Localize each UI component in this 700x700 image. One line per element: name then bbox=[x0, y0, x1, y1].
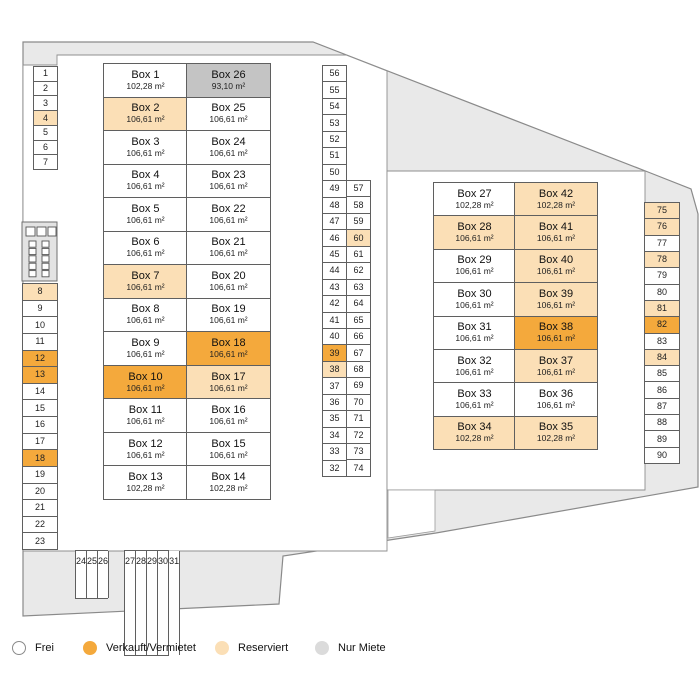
yard-notch bbox=[388, 490, 435, 538]
cell-88[interactable]: 88 bbox=[645, 415, 679, 431]
cell-85[interactable]: 85 bbox=[645, 366, 679, 382]
box-area: 102,28 m² bbox=[536, 199, 576, 210]
cell-30[interactable]: 30 bbox=[158, 551, 169, 655]
box-name: Box 6 bbox=[131, 236, 160, 249]
legend-item-verkauft bbox=[83, 640, 196, 656]
box-name: Box 42 bbox=[538, 187, 574, 200]
box-area: 102,28 m² bbox=[536, 433, 576, 444]
cell-19[interactable]: 19 bbox=[23, 467, 57, 484]
cell-89[interactable]: 89 bbox=[645, 431, 679, 447]
cell-34[interactable]: 34 bbox=[323, 428, 346, 444]
box-32[interactable] bbox=[434, 350, 515, 383]
cell-74[interactable]: 74 bbox=[347, 460, 370, 475]
box-name: Box 5 bbox=[131, 202, 160, 215]
box-area: 106,61 m² bbox=[536, 266, 576, 277]
cell-53[interactable]: 53 bbox=[323, 115, 346, 131]
box-name: Box 10 bbox=[128, 370, 163, 383]
box-name: Box 39 bbox=[538, 287, 574, 300]
box-area: 106,61 m² bbox=[455, 333, 494, 344]
cell-38[interactable]: 38 bbox=[323, 362, 346, 378]
cell-44[interactable]: 44 bbox=[323, 263, 346, 279]
cell-71[interactable]: 71 bbox=[347, 411, 370, 427]
legend-swatch-nur-miete-icon bbox=[315, 641, 329, 655]
box-name: Box 8 bbox=[131, 303, 160, 316]
box-name: Box 26 bbox=[211, 68, 246, 81]
cell-3[interactable]: 3 bbox=[34, 96, 57, 111]
box-area: 106,61 m² bbox=[209, 382, 248, 393]
box-area: 102,28 m² bbox=[455, 433, 494, 444]
box-name: Box 24 bbox=[211, 135, 246, 148]
box-17[interactable] bbox=[187, 366, 270, 400]
box-area: 102,28 m² bbox=[126, 80, 165, 91]
box-area: 106,61 m² bbox=[126, 315, 165, 326]
box-37[interactable] bbox=[515, 350, 597, 383]
box-name: Box 11 bbox=[128, 404, 163, 417]
box-15[interactable] bbox=[187, 433, 270, 467]
box-name: Box 35 bbox=[538, 421, 574, 434]
box-name: Box 37 bbox=[538, 354, 574, 367]
legend-label-nur-miete: Nur Miete bbox=[338, 642, 386, 654]
cell-33[interactable]: 33 bbox=[323, 444, 346, 460]
cell-67[interactable]: 67 bbox=[347, 345, 370, 361]
cell-47[interactable]: 47 bbox=[323, 214, 346, 230]
box-9[interactable] bbox=[104, 332, 187, 366]
box-area: 106,61 m² bbox=[209, 147, 248, 158]
cell-5[interactable]: 5 bbox=[34, 126, 57, 141]
cell-81[interactable]: 81 bbox=[645, 301, 679, 317]
box-25[interactable] bbox=[187, 98, 270, 132]
cell-76[interactable]: 76 bbox=[645, 219, 679, 235]
cell-65[interactable]: 65 bbox=[347, 313, 370, 329]
middle-strip-right bbox=[346, 180, 371, 477]
cell-50[interactable]: 50 bbox=[323, 165, 346, 181]
box-area: 106,61 m² bbox=[209, 181, 248, 192]
cell-45[interactable]: 45 bbox=[323, 247, 346, 263]
cell-22[interactable]: 22 bbox=[23, 517, 57, 534]
cell-31[interactable]: 31 bbox=[169, 551, 180, 655]
cell-60[interactable]: 60 bbox=[347, 230, 370, 246]
utility-room bbox=[22, 222, 57, 281]
right-grid-col-1 bbox=[433, 182, 516, 450]
cell-6[interactable]: 6 bbox=[34, 141, 57, 156]
box-name: Box 41 bbox=[538, 221, 574, 234]
cell-58[interactable]: 58 bbox=[347, 197, 370, 213]
box-name: Box 7 bbox=[131, 269, 160, 282]
cell-73[interactable]: 73 bbox=[347, 444, 370, 460]
box-area: 106,61 m² bbox=[536, 333, 576, 344]
cell-51[interactable]: 51 bbox=[323, 148, 346, 164]
cell-36[interactable]: 36 bbox=[323, 395, 346, 411]
box-area: 106,61 m² bbox=[126, 382, 165, 393]
box-area: 106,61 m² bbox=[455, 299, 494, 310]
box-name: Box 9 bbox=[131, 337, 160, 350]
box-35[interactable] bbox=[515, 417, 597, 449]
cell-15[interactable]: 15 bbox=[23, 400, 57, 417]
cell-11[interactable]: 11 bbox=[23, 334, 57, 351]
box-name: Box 34 bbox=[457, 421, 492, 434]
box-area: 102,28 m² bbox=[455, 199, 494, 210]
box-36[interactable] bbox=[515, 383, 597, 416]
legend-swatch-reserviert-icon bbox=[215, 641, 229, 655]
cell-24[interactable]: 24 bbox=[76, 551, 87, 598]
box-name: Box 28 bbox=[457, 221, 492, 234]
box-area: 106,61 m² bbox=[209, 449, 248, 460]
box-area: 93,10 m² bbox=[211, 80, 246, 91]
box-area: 106,61 m² bbox=[126, 281, 165, 292]
box-area: 102,28 m² bbox=[209, 483, 248, 494]
box-name: Box 23 bbox=[211, 169, 246, 182]
cell-62[interactable]: 62 bbox=[347, 263, 370, 279]
box-13[interactable] bbox=[104, 466, 187, 499]
cell-75[interactable]: 75 bbox=[645, 203, 679, 219]
box-name: Box 2 bbox=[131, 102, 160, 115]
legend-swatch-verkauft-icon bbox=[83, 641, 97, 655]
cell-46[interactable]: 46 bbox=[323, 230, 346, 246]
box-23[interactable] bbox=[187, 165, 270, 199]
box-42[interactable] bbox=[515, 183, 597, 216]
box-area: 106,61 m² bbox=[126, 181, 165, 192]
box-26[interactable] bbox=[187, 64, 270, 98]
left-grid-col-1 bbox=[103, 63, 188, 500]
box-31[interactable] bbox=[434, 317, 515, 350]
box-name: Box 32 bbox=[457, 354, 492, 367]
box-name: Box 1 bbox=[131, 68, 160, 81]
box-5[interactable] bbox=[104, 198, 187, 232]
right-grid-col-2 bbox=[514, 182, 598, 450]
box-name: Box 20 bbox=[211, 269, 246, 282]
box-name: Box 22 bbox=[211, 202, 246, 215]
cell-32[interactable]: 32 bbox=[323, 461, 346, 476]
box-name: Box 15 bbox=[211, 437, 246, 450]
box-area: 106,61 m² bbox=[209, 416, 248, 427]
cell-90[interactable]: 90 bbox=[645, 448, 679, 463]
cell-54[interactable]: 54 bbox=[323, 99, 346, 115]
cell-48[interactable]: 48 bbox=[323, 198, 346, 214]
cell-35[interactable]: 35 bbox=[323, 411, 346, 427]
box-14[interactable] bbox=[187, 466, 270, 499]
cell-56[interactable]: 56 bbox=[323, 66, 346, 82]
box-name: Box 27 bbox=[457, 187, 492, 200]
cell-82[interactable]: 82 bbox=[645, 317, 679, 333]
box-16[interactable] bbox=[187, 399, 270, 433]
cell-28[interactable]: 28 bbox=[136, 551, 147, 655]
cell-86[interactable]: 86 bbox=[645, 382, 679, 398]
box-area: 106,61 m² bbox=[209, 214, 248, 225]
cell-10[interactable]: 10 bbox=[23, 317, 57, 334]
box-18[interactable] bbox=[187, 332, 270, 366]
legend-label-verkauft: Verkauft/Vermietet bbox=[106, 642, 196, 654]
box-24[interactable] bbox=[187, 131, 270, 165]
box-39[interactable] bbox=[515, 283, 597, 316]
box-area: 106,61 m² bbox=[126, 114, 165, 125]
box-name: Box 40 bbox=[538, 254, 574, 267]
cell-61[interactable]: 61 bbox=[347, 247, 370, 263]
box-area: 106,61 m² bbox=[126, 449, 165, 460]
box-name: Box 31 bbox=[457, 321, 492, 334]
box-area: 106,61 m² bbox=[126, 147, 165, 158]
left-strip-bottom bbox=[22, 283, 58, 550]
box-34[interactable] bbox=[434, 417, 515, 449]
right-strip bbox=[644, 202, 680, 464]
box-area: 106,61 m² bbox=[126, 248, 165, 259]
box-name: Box 38 bbox=[538, 321, 574, 334]
box-area: 106,61 m² bbox=[126, 416, 165, 427]
box-41[interactable] bbox=[515, 216, 597, 249]
box-11[interactable] bbox=[104, 399, 187, 433]
legend-item-nur-miete bbox=[315, 640, 386, 656]
box-2[interactable] bbox=[104, 98, 187, 132]
box-area: 106,61 m² bbox=[209, 114, 248, 125]
cell-14[interactable]: 14 bbox=[23, 384, 57, 401]
box-name: Box 25 bbox=[211, 102, 246, 115]
box-name: Box 17 bbox=[211, 370, 246, 383]
box-area: 106,61 m² bbox=[455, 233, 494, 244]
box-27[interactable] bbox=[434, 183, 515, 216]
legend-item-reserviert bbox=[215, 640, 288, 656]
box-19[interactable] bbox=[187, 299, 270, 333]
box-name: Box 16 bbox=[211, 404, 246, 417]
box-area: 106,61 m² bbox=[209, 281, 248, 292]
cell-41[interactable]: 41 bbox=[323, 313, 346, 329]
cell-66[interactable]: 66 bbox=[347, 329, 370, 345]
cell-12[interactable]: 12 bbox=[23, 351, 57, 368]
cell-57[interactable]: 57 bbox=[347, 181, 370, 197]
cell-79[interactable]: 79 bbox=[645, 268, 679, 284]
cell-39[interactable]: 39 bbox=[323, 345, 346, 361]
box-38[interactable] bbox=[515, 317, 597, 350]
legend-label-frei: Frei bbox=[35, 642, 54, 654]
box-name: Box 21 bbox=[211, 236, 246, 249]
box-area: 106,61 m² bbox=[536, 233, 576, 244]
box-28[interactable] bbox=[434, 216, 515, 249]
left-grid-col-2 bbox=[186, 63, 271, 500]
box-1[interactable] bbox=[104, 64, 187, 98]
box-area: 102,28 m² bbox=[126, 483, 165, 494]
box-name: Box 3 bbox=[131, 135, 160, 148]
box-4[interactable] bbox=[104, 165, 187, 199]
cell-80[interactable]: 80 bbox=[645, 285, 679, 301]
box-area: 106,61 m² bbox=[536, 299, 576, 310]
box-name: Box 29 bbox=[457, 254, 492, 267]
cell-87[interactable]: 87 bbox=[645, 399, 679, 415]
cell-23[interactable]: 23 bbox=[23, 533, 57, 549]
cell-17[interactable]: 17 bbox=[23, 434, 57, 451]
box-name: Box 33 bbox=[457, 387, 492, 400]
cell-43[interactable]: 43 bbox=[323, 280, 346, 296]
box-name: Box 19 bbox=[211, 303, 246, 316]
cell-55[interactable]: 55 bbox=[323, 82, 346, 98]
cell-72[interactable]: 72 bbox=[347, 428, 370, 444]
box-10[interactable] bbox=[104, 366, 187, 400]
cell-9[interactable]: 9 bbox=[23, 301, 57, 318]
box-name: Box 12 bbox=[128, 437, 163, 450]
legend-swatch-frei-icon bbox=[12, 641, 26, 655]
box-33[interactable] bbox=[434, 383, 515, 416]
cell-77[interactable]: 77 bbox=[645, 236, 679, 252]
cell-20[interactable]: 20 bbox=[23, 484, 57, 501]
cell-59[interactable]: 59 bbox=[347, 214, 370, 230]
cell-29[interactable]: 29 bbox=[147, 551, 158, 655]
box-area: 106,61 m² bbox=[536, 399, 576, 410]
cell-68[interactable]: 68 bbox=[347, 362, 370, 378]
cell-2[interactable]: 2 bbox=[34, 82, 57, 97]
cell-21[interactable]: 21 bbox=[23, 500, 57, 517]
box-area: 106,61 m² bbox=[126, 214, 165, 225]
cell-37[interactable]: 37 bbox=[323, 378, 346, 394]
cell-25[interactable]: 25 bbox=[87, 551, 98, 598]
box-12[interactable] bbox=[104, 433, 187, 467]
box-name: Box 13 bbox=[128, 471, 163, 484]
box-name: Box 18 bbox=[211, 337, 246, 350]
bottom-row-a bbox=[75, 550, 108, 599]
cell-64[interactable]: 64 bbox=[347, 296, 370, 312]
cell-40[interactable]: 40 bbox=[323, 329, 346, 345]
cell-16[interactable]: 16 bbox=[23, 417, 57, 434]
cell-52[interactable]: 52 bbox=[323, 132, 346, 148]
cell-49[interactable]: 49 bbox=[323, 181, 346, 197]
cell-13[interactable]: 13 bbox=[23, 367, 57, 384]
cell-69[interactable]: 69 bbox=[347, 378, 370, 394]
cell-4[interactable]: 4 bbox=[34, 111, 57, 126]
legend-label-reserviert: Reserviert bbox=[238, 642, 289, 654]
box-name: Box 36 bbox=[538, 387, 574, 400]
cell-42[interactable]: 42 bbox=[323, 296, 346, 312]
box-area: 106,61 m² bbox=[209, 248, 248, 259]
cell-84[interactable]: 84 bbox=[645, 350, 679, 366]
middle-strip-left bbox=[322, 65, 347, 477]
cell-78[interactable]: 78 bbox=[645, 252, 679, 268]
legend-item-frei bbox=[12, 640, 54, 656]
box-name: Box 4 bbox=[131, 169, 160, 182]
cell-8[interactable]: 8 bbox=[23, 284, 57, 301]
box-area: 106,61 m² bbox=[209, 315, 248, 326]
box-name: Box 14 bbox=[211, 471, 246, 484]
box-area: 106,61 m² bbox=[126, 349, 165, 360]
box-29[interactable] bbox=[434, 250, 515, 283]
cell-26[interactable]: 26 bbox=[98, 551, 109, 598]
box-6[interactable] bbox=[104, 232, 187, 266]
cell-18[interactable]: 18 bbox=[23, 450, 57, 467]
cell-83[interactable]: 83 bbox=[645, 334, 679, 350]
box-7[interactable] bbox=[104, 265, 187, 299]
cell-7[interactable]: 7 bbox=[34, 155, 57, 169]
box-40[interactable] bbox=[515, 250, 597, 283]
cell-70[interactable]: 70 bbox=[347, 395, 370, 411]
box-area: 106,61 m² bbox=[536, 366, 576, 377]
box-21[interactable] bbox=[187, 232, 270, 266]
box-3[interactable] bbox=[104, 131, 187, 165]
box-area: 106,61 m² bbox=[209, 349, 248, 360]
box-20[interactable] bbox=[187, 265, 270, 299]
box-name: Box 30 bbox=[457, 287, 492, 300]
cell-1[interactable]: 1 bbox=[34, 67, 57, 82]
box-area: 106,61 m² bbox=[455, 266, 494, 277]
left-strip-top bbox=[33, 66, 58, 170]
box-8[interactable] bbox=[104, 299, 187, 333]
box-area: 106,61 m² bbox=[455, 399, 494, 410]
cell-63[interactable]: 63 bbox=[347, 280, 370, 296]
cell-27[interactable]: 27 bbox=[125, 551, 136, 655]
box-22[interactable] bbox=[187, 198, 270, 232]
box-area: 106,61 m² bbox=[455, 366, 494, 377]
box-30[interactable] bbox=[434, 283, 515, 316]
